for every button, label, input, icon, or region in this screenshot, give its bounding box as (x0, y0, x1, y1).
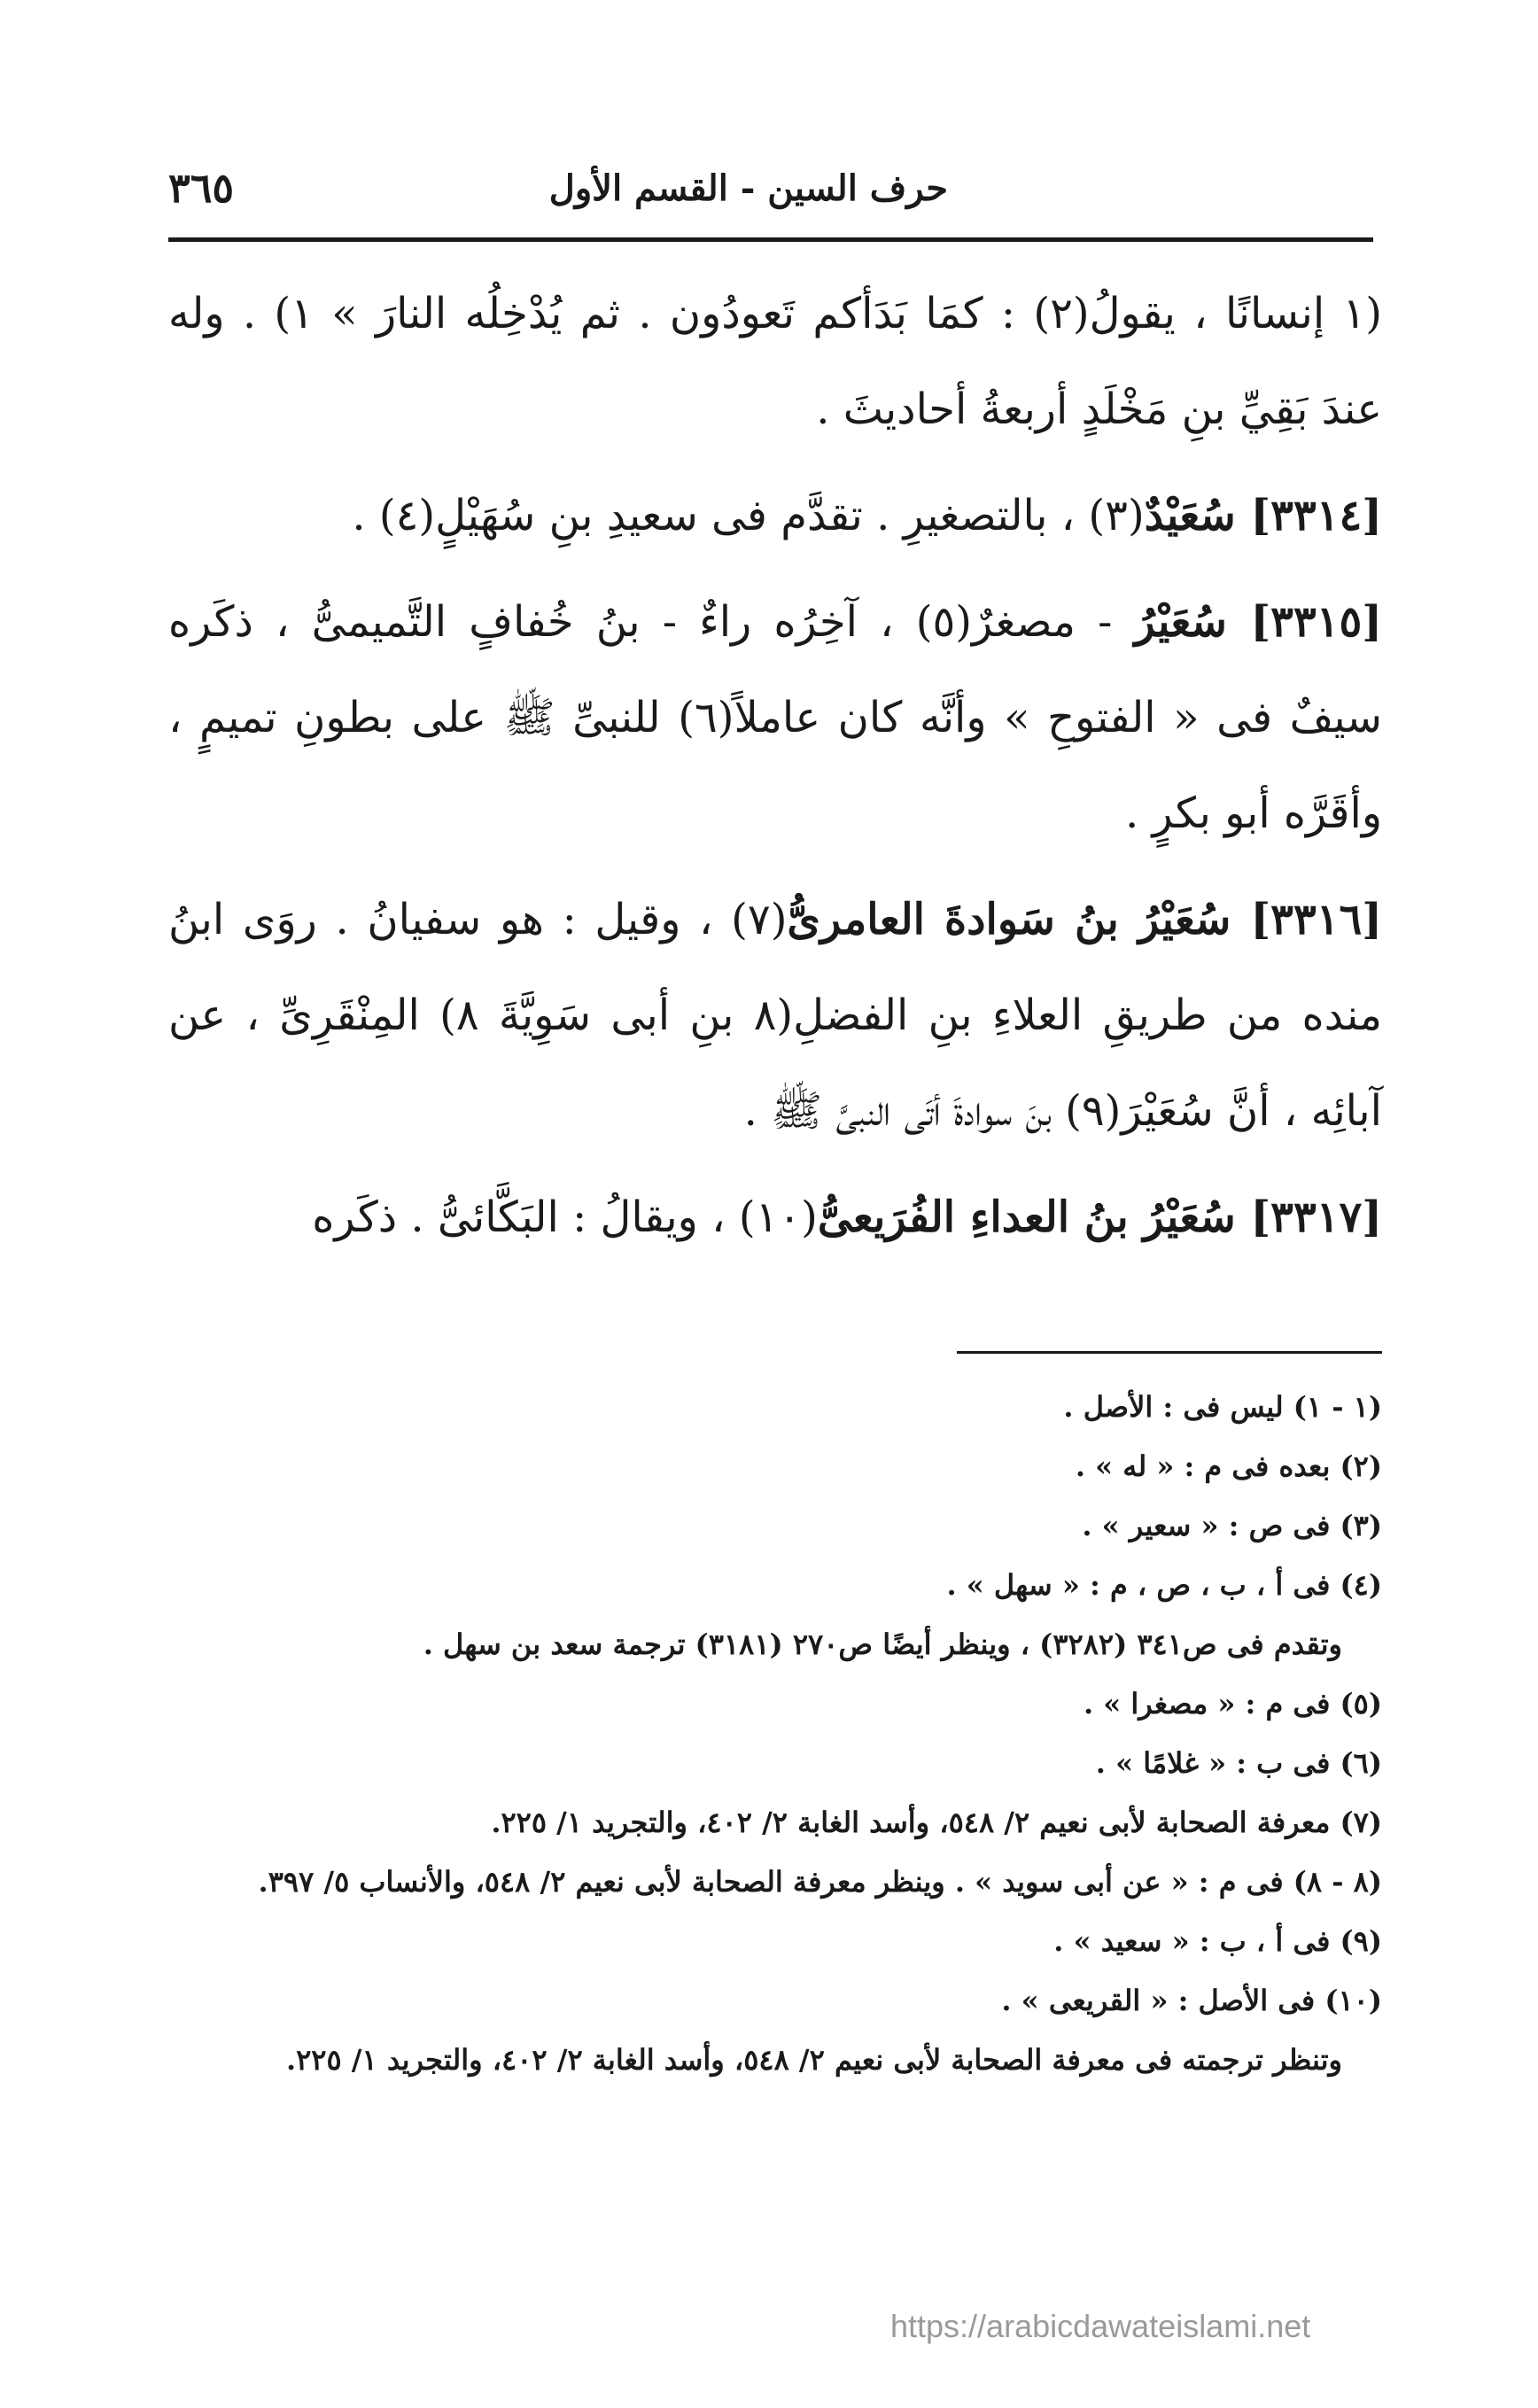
entry-headword: [٣٣١٦] سُعَيْرُ بنُ سَوادةَ العامرىُّ (787, 895, 1382, 944)
footnote-8: (٨ - ٨) فى م : « عن أبى سويد » . وينظر معرفة الصحابة لأبى نعيم ٢/ ٥٤٨، والأنساب ٥/ ٣٩٧. (258, 1865, 1382, 1899)
entry-headword: [٣٣١٧] سُعَيْرُ بنُ العداءِ الفُرَيعىُّ (817, 1192, 1382, 1242)
entry-headword: [٣٣١٤] سُعَيْدٌ (1144, 491, 1382, 540)
footnote-10: (١٠) فى الأصل : « القريعى » . (1001, 1984, 1382, 2017)
header-rule (168, 237, 1373, 242)
footnote-6: (٦) فى ب : « غلامًا » . (1095, 1746, 1382, 1780)
footnote-4: (٤) فى أ ، ب ، ص ، م : « سهل » . (946, 1568, 1382, 1602)
footnote-7: (٧) معرفة الصحابة لأبى نعيم ٢/ ٥٤٨، وأسد الغابة ٢/ ٤٠٢، والتجريد ١/ ٢٢٥. (491, 1806, 1382, 1839)
running-header (168, 155, 1373, 226)
footnote-rule (957, 1351, 1382, 1354)
entry-3315: [٣٣١٥] سُعَيْرُ - مصغرٌ(٥) ، آخِرُه راءٌ - بنُ خُفافٍ التَّميمىُّ ، ذكَره سيفٌ فى « الفتوحِ » وأنَّه كان عاملاً(٦) للنبىِّ ﷺ على بطونِ تميمٍ ، وأقَرَّه أبو بكرٍ . (168, 597, 1382, 838)
entry-headword: [٣٣١٥] سُعَيْرُ (1134, 597, 1382, 647)
watermark-url: https://arabicdawateislami.net (890, 2308, 1311, 2344)
footnotes (168, 1378, 1382, 2090)
footnote-1: (١ - ١) ليس فى : الأصل . (1063, 1390, 1382, 1424)
footnote-10-continued: وتنظر ترجمته فى معرفة الصحابة لأبى نعيم ٢/ ٥٤٨، وأسد الغابة ٢/ ٤٠٢، والتجريد ١/ ٢٢٥. (285, 2043, 1342, 2077)
entry-3317: [٣٣١٧] سُعَيْرُ بنُ العداءِ الفُرَيعىُّ(١٠) ، ويقالُ : البَكَّائىُّ . ذكَره (312, 1192, 1382, 1242)
paragraph-continuation: (١ إنسانًا ، يقولُ(٢) : كمَا بَدَأكم تَعودُون . ثم يُدْخِلُه النارَ » ١) . وله عندَ بَقِيِّ بنِ مَخْلَدٍ أربعةُ أحاديثَ . (168, 289, 1382, 434)
entry-3314: [٣٣١٤] سُعَيْدٌ(٣) ، بالتصغيرِ . تقدَّم فى سعيدِ بنِ سُهَيْلٍ(٤) . (352, 491, 1382, 540)
main-text (168, 266, 1382, 1276)
footnote-4-continued: وتقدم فى ص٣٤١ (٣٢٨٢) ، وينظر أيضًا ص٢٧٠ (٣١٨١) ترجمة سعد بن سهل . (423, 1627, 1342, 1661)
chapter-title: حرف السين - القسم الأول (548, 167, 948, 209)
footnote-3: (٣) فى ص : « سعير » . (1082, 1509, 1382, 1542)
page-number: ٣٦٥ (168, 164, 235, 212)
entry-3316: [٣٣١٦] سُعَيْرُ بنُ سَوادةَ العامرىُّ(٧) ، وقيل : هو سفيانُ . روَى ابنُ منده من طريقِ العلاءِ بنِ الفضلِ(٨ بنِ أبى سَوِيَّةَ ٨) المِنْقَرِىِّ ، عن آبائِه ، أنَّ سُعَيْرَ(٩) بنَ سوادةَ أتَى النبىَّ ﷺ . (168, 895, 1383, 1136)
footnote-5: (٥) فى م : « مصغرا » . (1083, 1687, 1382, 1721)
footnote-9: (٩) فى أ ، ب : « سعيد » . (1053, 1924, 1382, 1958)
footnote-2: (٢) بعده فى م : « له » . (1075, 1449, 1382, 1483)
